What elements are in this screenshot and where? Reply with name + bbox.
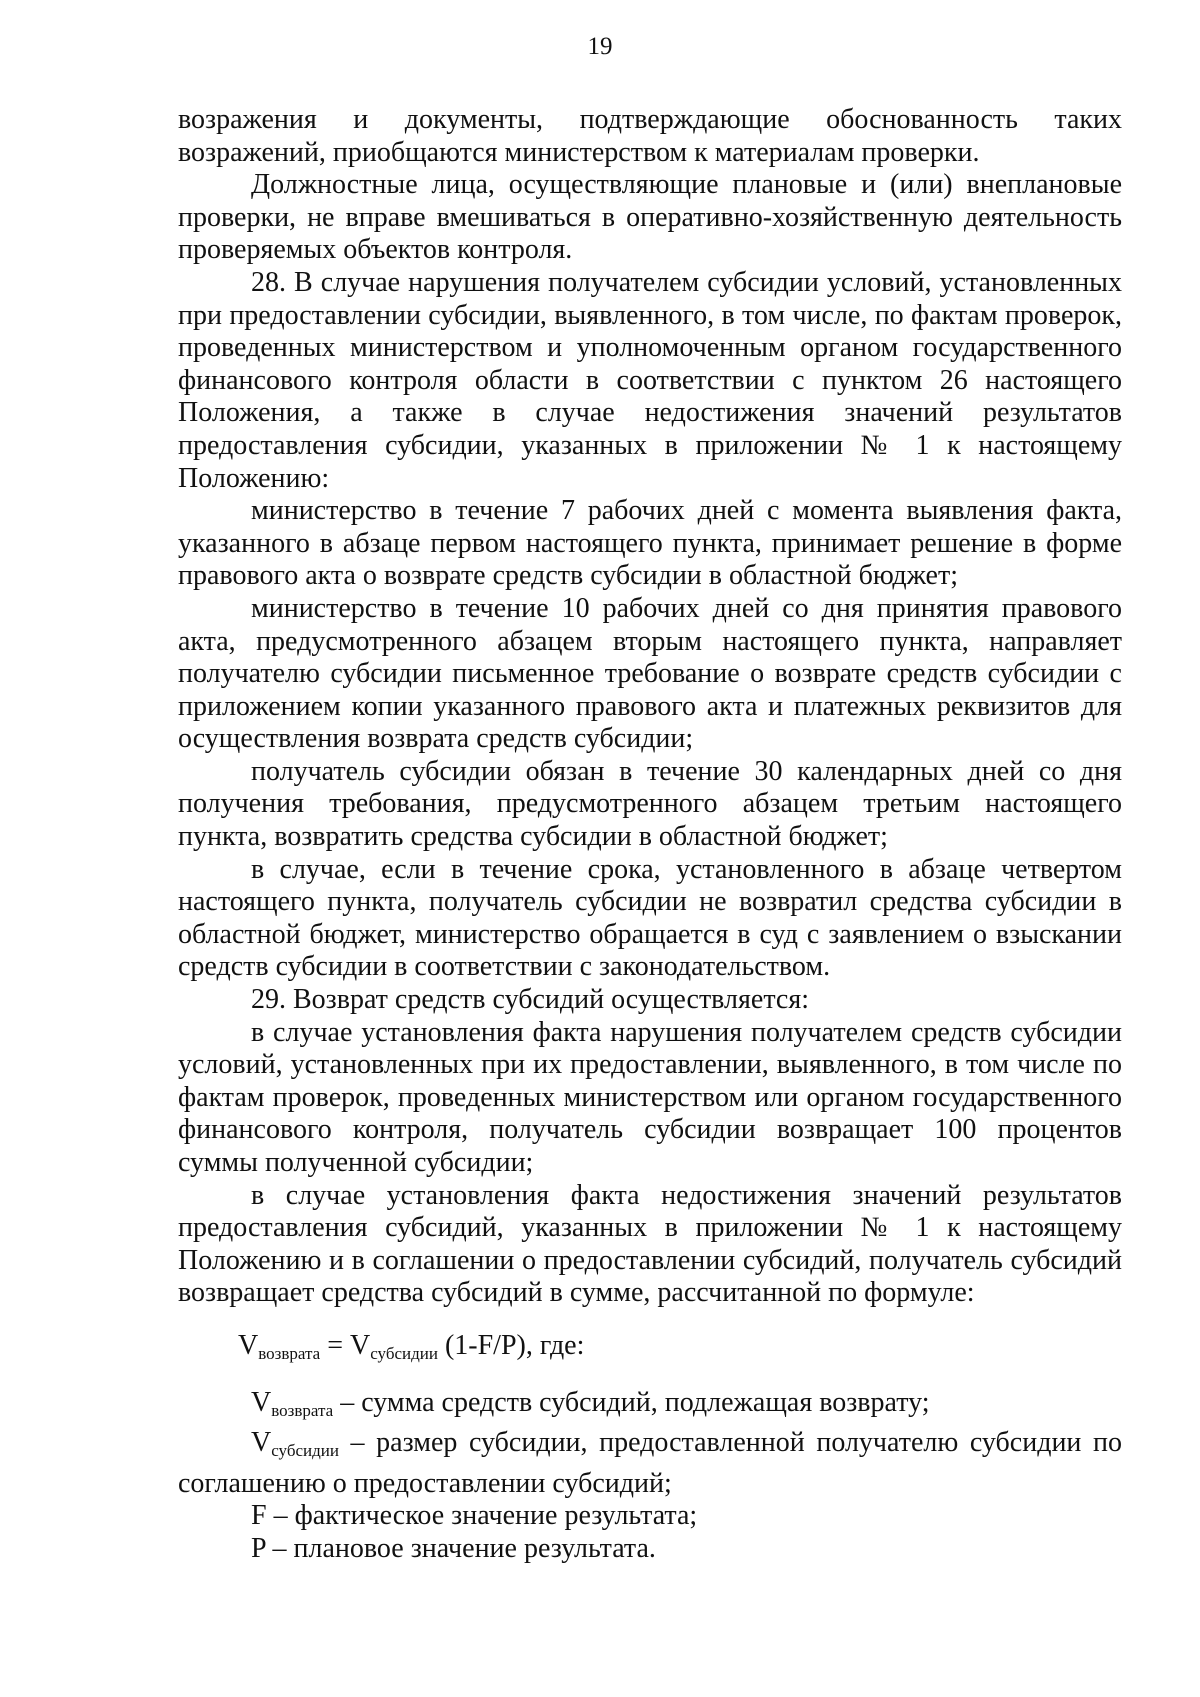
def1-sub: возврата — [271, 1400, 334, 1420]
formula-sub-return: возврата — [258, 1343, 321, 1363]
formula-equals: = — [320, 1329, 350, 1361]
paragraph-recipient-return: получатель субсидии обязан в течение 30 календарных дней со дня получения требования, предусмотренного абзацем третьим настоящего пункта, возвратить средства субсидии в областной бюджет; — [178, 755, 1122, 853]
definition-v-subsidy — [178, 1427, 1122, 1500]
paragraph-clause-29: 29. Возврат средств субсидий осуществляется: — [251, 984, 809, 1016]
def2-text: – размер субсидии, предоставленной получателю субсидии по соглашению о предоставлении субсидий; — [178, 1427, 1122, 1499]
def1-text: – сумма средств субсидий, подлежащая возврату; — [333, 1386, 930, 1418]
paragraph-ministry-decision: министерство в течение 7 рабочих дней с момента выявления факта, указанного в абзаце первом настоящего пункта, принимает решение в форме правового акта о возврате средств субсидии в областной бюджет; — [178, 495, 1122, 592]
page-number: 19 — [587, 33, 613, 60]
paragraph-officials: Должностные лица, осуществляющие плановые и (или) внеплановые проверки, не вправе вмешиваться в оперативно-хозяйственную деятельность проверяемых объектов контроля. — [178, 169, 1122, 266]
paragraph-court: в случае, если в течение срока, установленного в абзаце четвертом настоящего пункта, получатель субсидии не возвратил средства субсидии в областной бюджет, министерство обращается в суд с заявлением о взыскании средств субсидии в соответствии с законодательством. — [178, 853, 1122, 983]
formula-v-subsidy: V — [349, 1329, 371, 1361]
paragraph-clause-28: 28. В случае нарушения получателем субсидии условий, установленных при предоставлении субсидии, выявленного, в том числе, по фактам проверок, проведенных министерством и уполномоченным органом государственного финансового контроля области в соответствии с пунктом 26 настоящего Положения, а также в случае недостижения значений результатов предоставления субсидии, указанных в приложении № 1 к настоящему Положению: — [178, 266, 1122, 494]
formula-sub-subsidy: субсидии — [370, 1343, 438, 1363]
definition-p: P – плановое значение результата. — [251, 1532, 656, 1564]
def2-v: V — [251, 1427, 272, 1459]
paragraph-ministry-requirement: министерство в течение 10 рабочих дней со дня принятия правового акта, предусмотренного абзацем вторым настоящего пункта, направляет получателю субсидии письменное требование о возврате средств субсидии с приложением копии указанного правового акта и платежных реквизитов для осуществления возврата средств субсидии; — [178, 592, 1122, 755]
definition-v-return — [178, 1387, 1122, 1428]
definition-f: F – фактическое значение результата; — [251, 1500, 698, 1532]
paragraph-violation-case: в случае установления факта нарушения получателем средств субсидии условий, установленных при их предоставлении, выявленного, в том числе по фактам проверок, проведенных министерством или органом государственного финансового контроля, получатель субсидии возвращает 100 процентов суммы полученной субсидии; — [178, 1016, 1122, 1178]
document-body — [178, 104, 1122, 1566]
formula-v-return: V — [238, 1329, 259, 1361]
paragraph-underachievement-case: в случае установления факта недостижения значений результатов предоставления субсидий, указанных в приложении № 1 к настоящему Положению и в соглашении о предоставлении субсидий, получатель субсидий возвращает средства субсидий в сумме, рассчитанной по формуле: — [178, 1179, 1122, 1309]
paragraph-objections: возражения и документы, подтверждающие обоснованность таких возражений, приобщаются министерством к материалам проверки. — [178, 104, 1122, 168]
def2-sub: субсидии — [271, 1441, 339, 1461]
formula-tail: (1-F/P), где: — [437, 1329, 585, 1361]
return-formula — [178, 1330, 1122, 1371]
def1-v: V — [251, 1386, 272, 1418]
